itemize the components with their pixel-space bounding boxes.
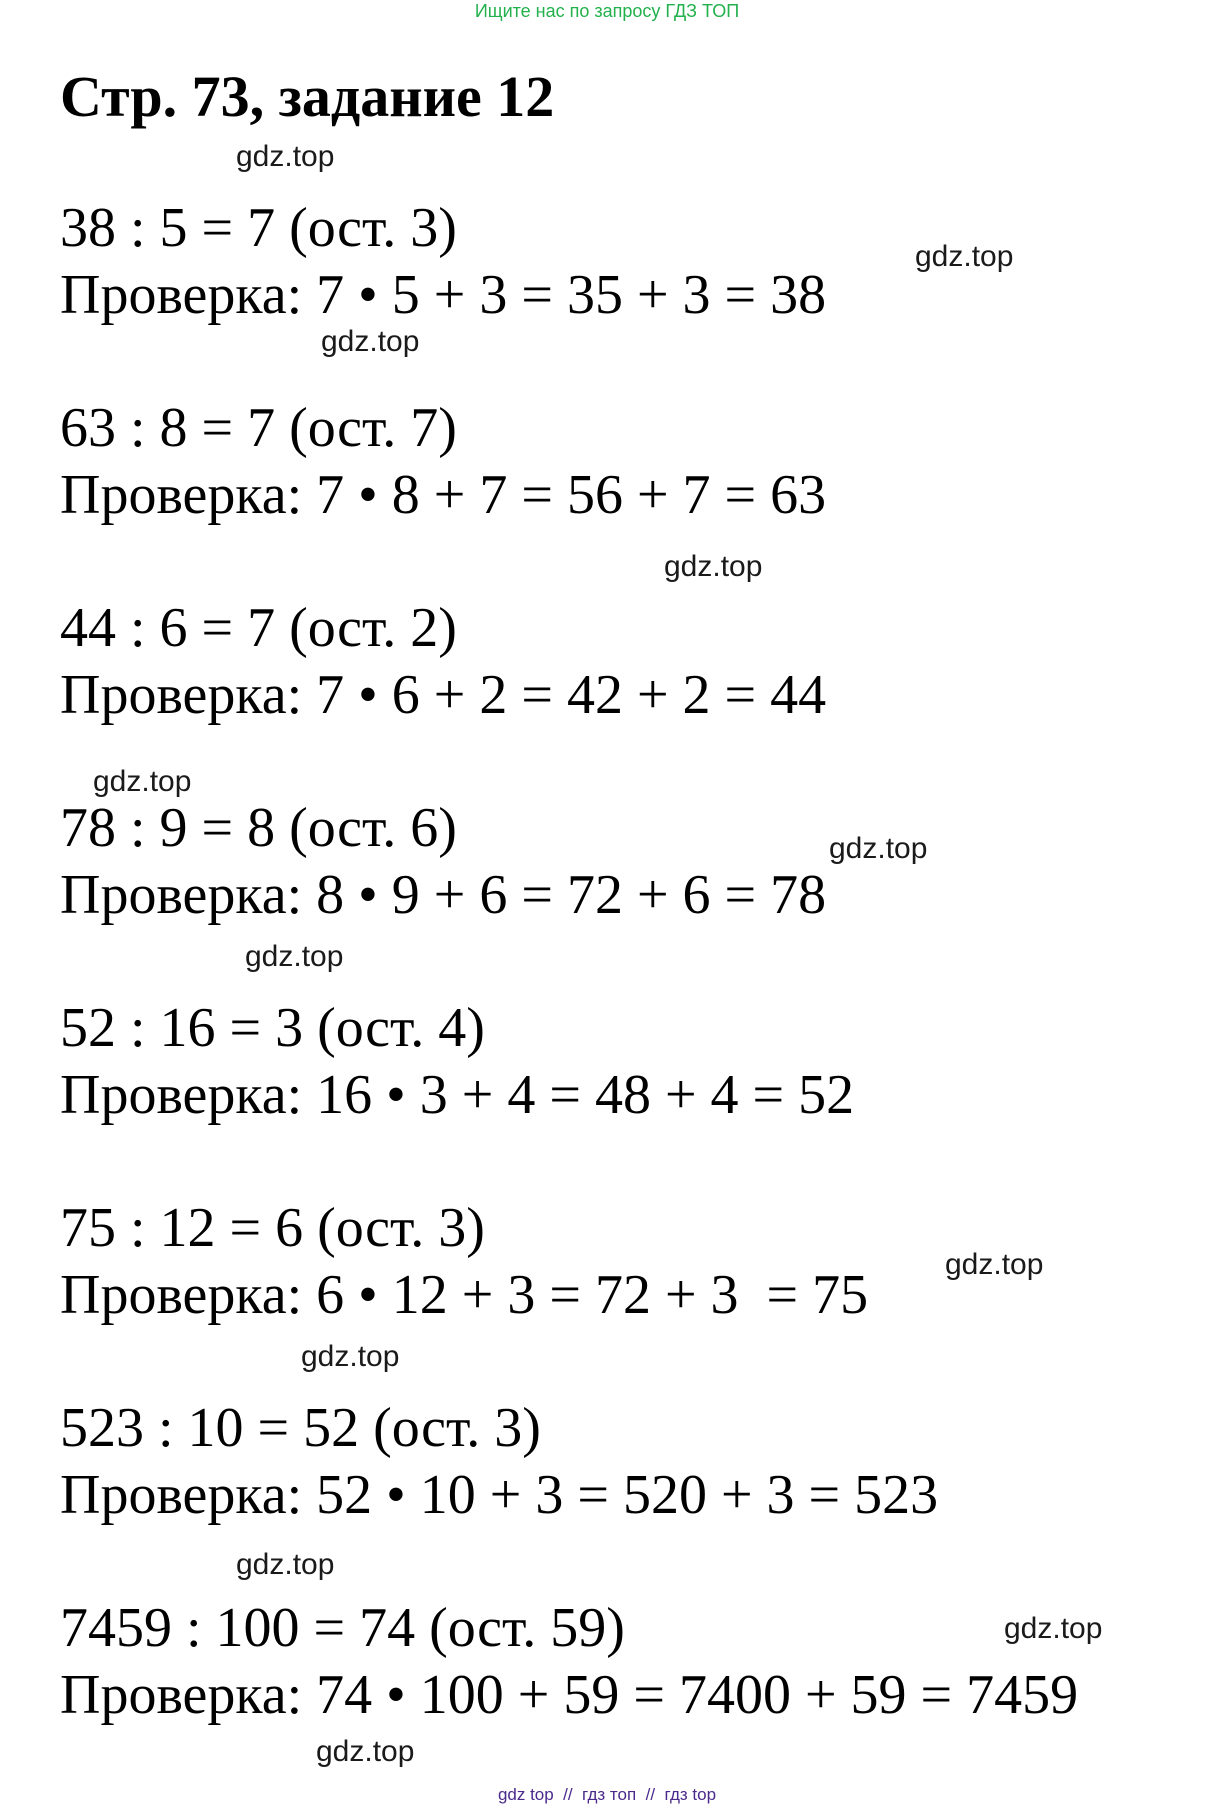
watermark: gdz.top — [1004, 1612, 1103, 1645]
watermark: gdz.top — [301, 1340, 400, 1373]
watermark: gdz.top — [321, 325, 420, 358]
task-4-division: 78 : 9 = 8 (ост. 6) — [60, 797, 457, 859]
task-1-check: Проверка: 7 • 5 + 3 = 35 + 3 = 38 — [60, 264, 827, 326]
watermark: gdz.top — [236, 1548, 335, 1581]
watermark: gdz.top — [316, 1735, 415, 1768]
watermark: gdz.top — [664, 550, 763, 583]
task-7-division: 523 : 10 = 52 (ост. 3) — [60, 1397, 541, 1459]
footer-watermark: gdz top // гдз топ // гдз top — [497, 1785, 717, 1804]
watermark: gdz.top — [945, 1248, 1044, 1281]
watermark: gdz.top — [93, 765, 192, 798]
task-8-check: Проверка: 74 • 100 + 59 = 7400 + 59 = 7459 — [60, 1664, 1079, 1726]
watermark: gdz.top — [245, 940, 344, 973]
task-1-division: 38 : 5 = 7 (ост. 3) — [60, 197, 457, 259]
task-6-division: 75 : 12 = 6 (ост. 3) — [60, 1197, 485, 1259]
watermark: gdz.top — [829, 832, 928, 865]
watermark: gdz.top — [236, 140, 335, 173]
task-8-division: 7459 : 100 = 74 (ост. 59) — [60, 1597, 625, 1659]
top-banner: Ищите нас по запросу ГДЗ ТОП — [474, 1, 740, 21]
page-title: Стр. 73, задание 12 — [60, 64, 555, 129]
watermark: gdz.top — [915, 240, 1014, 273]
task-3-division: 44 : 6 = 7 (ост. 2) — [60, 597, 457, 659]
task-4-check: Проверка: 8 • 9 + 6 = 72 + 6 = 78 — [60, 864, 827, 926]
task-2-division: 63 : 8 = 7 (ост. 7) — [60, 397, 457, 459]
task-7-check: Проверка: 52 • 10 + 3 = 520 + 3 = 523 — [60, 1464, 939, 1526]
task-6-check: Проверка: 6 • 12 + 3 = 72 + 3 = 75 — [60, 1264, 869, 1326]
task-5-check: Проверка: 16 • 3 + 4 = 48 + 4 = 52 — [60, 1064, 855, 1126]
task-3-check: Проверка: 7 • 6 + 2 = 42 + 2 = 44 — [60, 664, 827, 726]
task-2-check: Проверка: 7 • 8 + 7 = 56 + 7 = 63 — [60, 464, 827, 526]
task-5-division: 52 : 16 = 3 (ост. 4) — [60, 997, 485, 1059]
